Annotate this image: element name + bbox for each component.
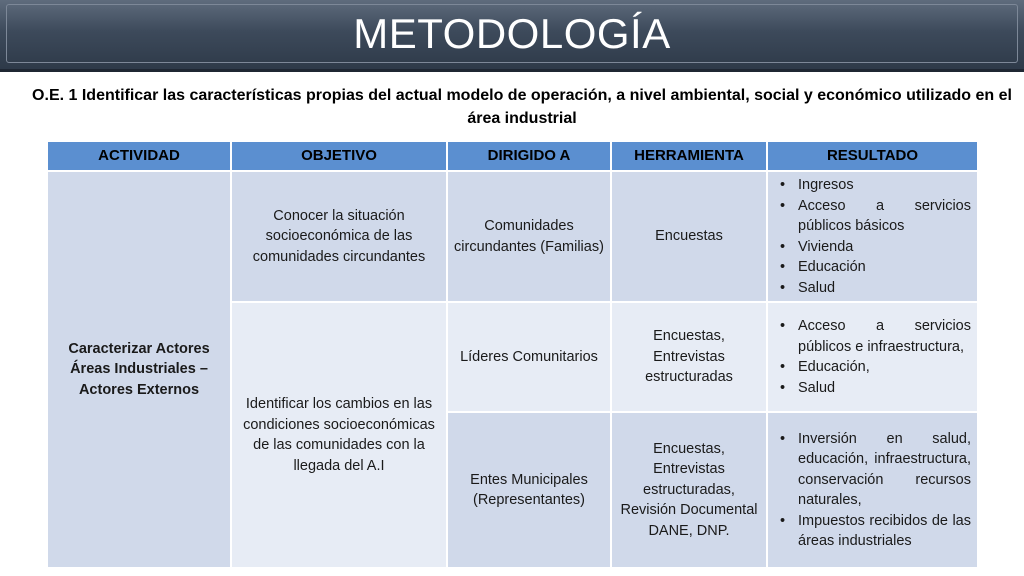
- resultado-list: [774, 175, 971, 298]
- slide-subtitle: O.E. 1 Identificar las características propias del actual modelo de operación, a nivel ambiental, social y económico utilizado en el área industrial: [32, 87, 1012, 127]
- header-objetivo: OBJETIVO: [231, 141, 447, 171]
- header-actividad: ACTIVIDAD: [47, 141, 231, 171]
- list-item: • Salud: [774, 378, 971, 399]
- header-dirigido: DIRIGIDO A: [447, 141, 611, 171]
- resultado-list: [774, 316, 971, 398]
- objetivo-cell: Identificar los cambios en las condiciones socioeconómicas de las comunidades con la llegada del A.I: [231, 302, 447, 568]
- list-item: • Educación: [774, 257, 971, 278]
- list-item: • Acceso a servicios públicos básicos: [774, 196, 971, 237]
- herramienta-cell: Encuestas, Entrevistas estructuradas: [611, 302, 767, 412]
- resultado-cell: [767, 171, 978, 302]
- dirigido-cell: Entes Municipales (Representantes): [447, 412, 611, 568]
- list-item: • Ingresos: [774, 175, 971, 196]
- slide-title: METODOLOGÍA: [353, 10, 671, 57]
- list-item: • Inversión en salud, educación, infraestructura, conservación recursos naturales,: [774, 429, 971, 511]
- header-herramienta: HERRAMIENTA: [611, 141, 767, 171]
- resultado-cell: [767, 412, 978, 568]
- dirigido-cell: Comunidades circundantes (Familias): [447, 171, 611, 302]
- table-row: [47, 171, 978, 302]
- methodology-table: [46, 140, 979, 569]
- list-item: • Educación,: [774, 357, 971, 378]
- list-item: • Impuestos recibidos de las áreas industriales: [774, 511, 971, 552]
- header-resultado: RESULTADO: [767, 141, 978, 171]
- herramienta-cell: Encuestas, Entrevistas estructuradas, Revisión Documental DANE, DNP.: [611, 412, 767, 568]
- activity-cell: Caracterizar Actores Áreas Industriales – Actores Externos: [47, 171, 231, 568]
- objetivo-cell: Conocer la situación socioeconómica de las comunidades circundantes: [231, 171, 447, 302]
- dirigido-cell: Líderes Comunitarios: [447, 302, 611, 412]
- resultado-list: [774, 429, 971, 552]
- list-item: • Acceso a servicios públicos e infraestructura,: [774, 316, 971, 357]
- title-banner: [0, 0, 1024, 72]
- list-item: • Salud: [774, 278, 971, 299]
- list-item: • Vivienda: [774, 237, 971, 258]
- resultado-cell: [767, 302, 978, 412]
- table-header-row: [47, 141, 978, 171]
- herramienta-cell: Encuestas: [611, 171, 767, 302]
